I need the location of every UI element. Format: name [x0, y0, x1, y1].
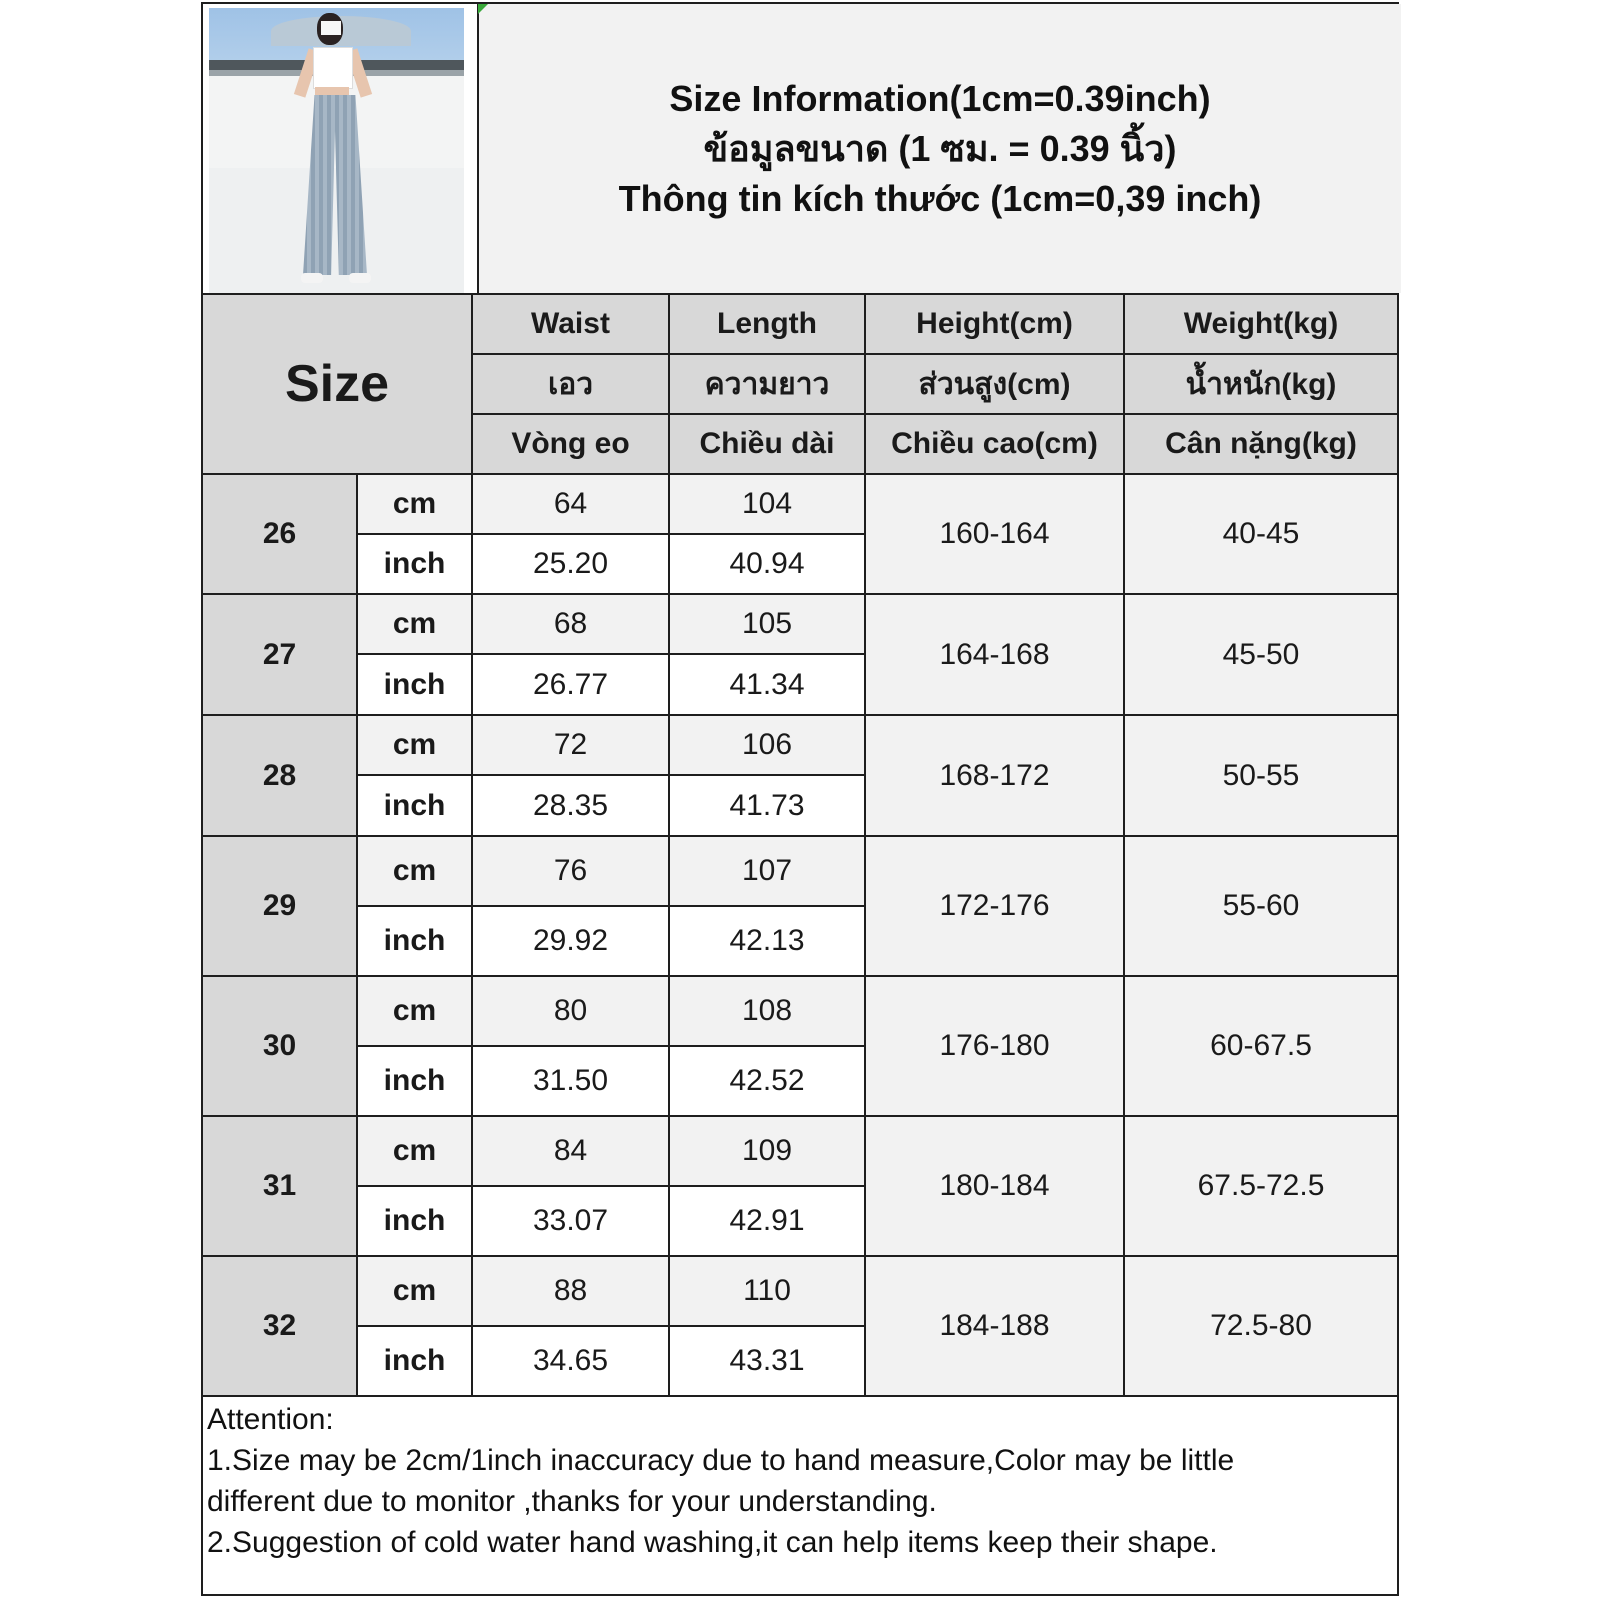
size-label: 31	[203, 1117, 358, 1257]
column-header-length-vi: Chiều dài	[670, 415, 866, 475]
waist-cm-value: 72	[473, 716, 670, 776]
size-label: 32	[203, 1257, 358, 1397]
attention-line-2: different due to monitor ,thanks for your understanding.	[207, 1485, 937, 1518]
column-header-length-th: ความยาว	[670, 355, 866, 415]
height-range-value: 176-180	[866, 977, 1125, 1117]
length-cm-value: 108	[670, 977, 866, 1047]
waist-inch-value: 31.50	[473, 1047, 670, 1117]
waist-cm-value: 88	[473, 1257, 670, 1327]
weight-range-value: 50-55	[1125, 716, 1399, 837]
length-inch-value: 41.73	[670, 776, 866, 837]
length-cm-value: 107	[670, 837, 866, 907]
unit-cm-label: cm	[358, 977, 473, 1047]
waist-cm-value: 68	[473, 595, 670, 655]
column-header-height-vi: Chiều cao(cm)	[866, 415, 1125, 475]
length-inch-value: 42.52	[670, 1047, 866, 1117]
length-cm-value: 110	[670, 1257, 866, 1327]
attention-line-3: 2.Suggestion of cold water hand washing,it can help items keep their shape.	[207, 1526, 1218, 1559]
length-cm-value: 109	[670, 1117, 866, 1187]
title-english: Size Information(1cm=0.39inch)	[669, 77, 1211, 119]
corner-marker	[478, 4, 488, 14]
unit-inch-label: inch	[358, 1047, 473, 1117]
length-inch-value: 43.31	[670, 1327, 866, 1397]
model-figure	[295, 13, 377, 288]
column-header-weight-en: Weight(kg)	[1125, 295, 1399, 355]
length-inch-value: 42.13	[670, 907, 866, 977]
length-inch-value: 41.34	[670, 655, 866, 716]
waist-inch-value: 34.65	[473, 1327, 670, 1397]
size-label: 27	[203, 595, 358, 716]
weight-range-value: 72.5-80	[1125, 1257, 1399, 1397]
height-range-value: 184-188	[866, 1257, 1125, 1397]
unit-inch-label: inch	[358, 535, 473, 595]
length-cm-value: 105	[670, 595, 866, 655]
model-midriff	[315, 87, 349, 95]
weight-range-value: 55-60	[1125, 837, 1399, 977]
height-range-value: 160-164	[866, 475, 1125, 595]
unit-cm-label: cm	[358, 837, 473, 907]
unit-cm-label: cm	[358, 1257, 473, 1327]
weight-range-value: 45-50	[1125, 595, 1399, 716]
unit-inch-label: inch	[358, 1187, 473, 1257]
column-header-length-en: Length	[670, 295, 866, 355]
size-label: 30	[203, 977, 358, 1117]
column-header-waist-vi: Vòng eo	[473, 415, 670, 475]
title-thai: ข้อมูลขนาด (1 ซม. = 0.39 นิ้ว)	[703, 127, 1177, 169]
size-label: 26	[203, 475, 358, 595]
weight-range-value: 60-67.5	[1125, 977, 1399, 1117]
unit-cm-label: cm	[358, 1117, 473, 1187]
column-header-weight-th: น้ำหนัก(kg)	[1125, 355, 1399, 415]
unit-cm-label: cm	[358, 595, 473, 655]
length-cm-value: 106	[670, 716, 866, 776]
length-inch-value: 42.91	[670, 1187, 866, 1257]
waist-inch-value: 33.07	[473, 1187, 670, 1257]
model-jeans	[303, 95, 367, 275]
length-inch-value: 40.94	[670, 535, 866, 595]
height-range-value: 168-172	[866, 716, 1125, 837]
unit-inch-label: inch	[358, 776, 473, 837]
model-face-blur	[321, 21, 341, 35]
column-header-height-en: Height(cm)	[866, 295, 1125, 355]
waist-cm-value: 84	[473, 1117, 670, 1187]
length-cm-value: 104	[670, 475, 866, 535]
waist-cm-value: 76	[473, 837, 670, 907]
waist-cm-value: 64	[473, 475, 670, 535]
column-header-weight-vi: Cân nặng(kg)	[1125, 415, 1399, 475]
size-label: 28	[203, 716, 358, 837]
waist-inch-value: 25.20	[473, 535, 670, 595]
waist-inch-value: 28.35	[473, 776, 670, 837]
attention-line-1: 1.Size may be 2cm/1inch inaccuracy due to hand measure,Color may be little	[207, 1444, 1235, 1477]
column-header-height-th: ส่วนสูง(cm)	[866, 355, 1125, 415]
attention-heading: Attention:	[207, 1403, 334, 1436]
model-shoe-right	[349, 273, 371, 283]
weight-range-value: 67.5-72.5	[1125, 1117, 1399, 1257]
waist-cm-value: 80	[473, 977, 670, 1047]
size-chart-sheet	[201, 2, 1399, 1596]
waist-inch-value: 29.92	[473, 907, 670, 977]
unit-inch-label: inch	[358, 907, 473, 977]
waist-inch-value: 26.77	[473, 655, 670, 716]
model-top	[313, 47, 353, 89]
product-photo	[209, 8, 464, 293]
height-range-value: 172-176	[866, 837, 1125, 977]
column-header-waist-th: เอว	[473, 355, 670, 415]
size-label: 29	[203, 837, 358, 977]
height-range-value: 164-168	[866, 595, 1125, 716]
title-vietnamese: Thông tin kích thước (1cm=0,39 inch)	[618, 177, 1262, 219]
model-shoe-left	[301, 273, 323, 283]
height-range-value: 180-184	[866, 1117, 1125, 1257]
unit-inch-label: inch	[358, 1327, 473, 1397]
weight-range-value: 40-45	[1125, 475, 1399, 595]
size-info-title	[477, 4, 1401, 293]
attention-notes	[207, 1399, 1387, 1563]
column-header-waist-en: Waist	[473, 295, 670, 355]
size-header: Size	[203, 295, 473, 475]
unit-cm-label: cm	[358, 716, 473, 776]
unit-cm-label: cm	[358, 475, 473, 535]
unit-inch-label: inch	[358, 655, 473, 716]
